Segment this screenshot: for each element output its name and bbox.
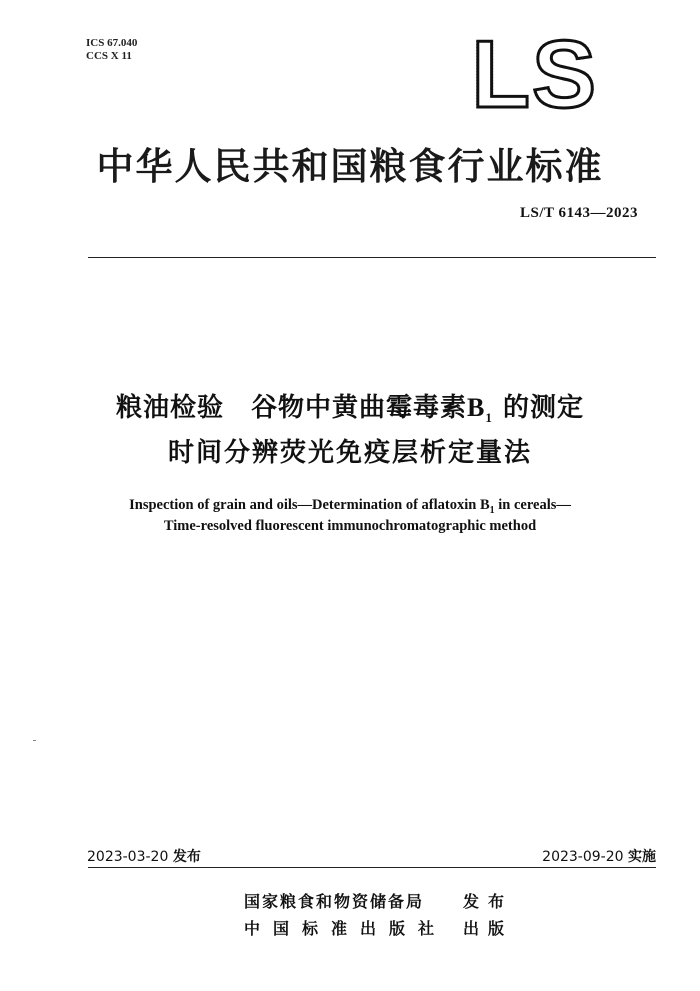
- chinese-title-prefix: 粮油检验 谷物中黄曲霉毒素: [116, 393, 468, 423]
- standard-number: LS/T 6143—2023: [520, 205, 638, 221]
- english-title-line-2: Time-resolved fluorescent immunochromatographic method: [163, 518, 537, 534]
- issuer-role: 发布: [463, 892, 514, 911]
- aflatoxin-b1-label: $B_1$: [467, 393, 493, 426]
- chinese-title-line-2: 时间分辨荧光免疫层析定量法: [167, 438, 532, 468]
- issue-date: 2023-03-20 发布: [87, 849, 201, 865]
- classification-codes: [86, 37, 137, 63]
- scan-speck: [33, 740, 36, 741]
- chinese-title-line-1: [0, 387, 700, 426]
- footer-divider: [88, 867, 656, 868]
- ls-logo: LS: [471, 21, 598, 128]
- publisher-name: 中国标准出版社: [244, 919, 448, 938]
- issuer-name: 国家粮食和物资储备局: [244, 892, 425, 911]
- implementation-label: 实施: [628, 849, 656, 865]
- standard-category-title: 中华人民共和国粮食行业标准: [96, 145, 604, 188]
- ccs-code: CCS X 11: [86, 50, 132, 62]
- chinese-title-suffix: 的测定: [492, 393, 584, 423]
- publisher-role: 出版: [463, 919, 514, 938]
- english-title-line-1: Inspection of grain and oils—Determination of aflatoxin $B_1$ in cereals—: [129, 497, 571, 516]
- issue-label: 发布: [172, 849, 201, 865]
- implementation-date: 2023-09-20 实施: [542, 849, 656, 865]
- ics-code: ICS 67.040: [86, 37, 138, 49]
- header-divider: [88, 257, 656, 258]
